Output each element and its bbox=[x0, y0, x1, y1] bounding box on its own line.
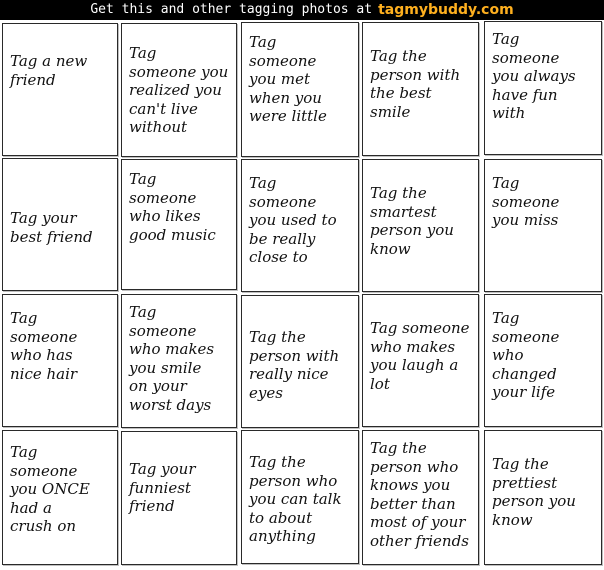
tag-card bbox=[362, 159, 479, 292]
tag-card-text: Tag your best friend bbox=[10, 209, 93, 246]
tag-card-text: Tag someone who changed your life bbox=[492, 309, 560, 401]
tag-card-text: Tag someone who likes good music bbox=[129, 170, 216, 244]
tag-card-text: Tag a new friend bbox=[10, 52, 88, 89]
tag-card-text: Tag someone you used to be really close to bbox=[249, 174, 337, 266]
tag-card-text: Tag someone you always have fun with bbox=[492, 30, 576, 122]
tag-card-text: Tag the smartest person you know bbox=[370, 184, 454, 258]
tag-card bbox=[121, 431, 237, 565]
tag-card bbox=[362, 430, 479, 565]
tag-card-text: Tag the person who knows you better than most of your other friends bbox=[370, 439, 469, 550]
top-banner bbox=[0, 0, 604, 20]
tag-card bbox=[2, 430, 118, 565]
tag-card-text: Tag someone who has nice hair bbox=[10, 309, 78, 383]
tag-card bbox=[362, 22, 479, 156]
tag-card-text: Tag the prettiest person you know bbox=[492, 455, 576, 529]
tag-card-grid bbox=[0, 20, 604, 570]
tag-card bbox=[484, 294, 602, 427]
tag-card-text: Tag the person with the best smile bbox=[370, 47, 461, 121]
tag-card bbox=[241, 159, 359, 292]
tag-card-text: Tag someone who makes you laugh a lot bbox=[370, 319, 470, 393]
tag-card bbox=[241, 430, 359, 564]
tag-card bbox=[121, 159, 237, 290]
tag-card-text: Tag someone you miss bbox=[492, 174, 560, 229]
tag-card-text: Tag someone you met when you were little bbox=[249, 33, 327, 125]
tag-card-text: Tag your funniest friend bbox=[129, 460, 196, 515]
tag-card bbox=[2, 23, 118, 156]
tag-card bbox=[2, 158, 118, 291]
tag-card-text: Tag someone who makes you smile on your worst days bbox=[129, 303, 215, 414]
tag-card bbox=[121, 23, 237, 157]
banner-text: Get this and other tagging photos at bbox=[90, 2, 373, 17]
tag-card-text: Tag the person who you can talk to about anything bbox=[249, 453, 342, 545]
tag-card-text: Tag someone you ONCE had a crush on bbox=[10, 443, 90, 535]
tag-card bbox=[241, 295, 359, 428]
tag-card bbox=[484, 21, 602, 155]
tag-card-text: Tag the person with really nice eyes bbox=[249, 328, 340, 402]
site-name: tagmybuddy.com bbox=[378, 2, 514, 18]
tag-card bbox=[2, 294, 118, 427]
tag-card bbox=[484, 430, 602, 565]
tag-card bbox=[362, 294, 479, 427]
tag-card bbox=[484, 159, 602, 292]
tag-card bbox=[121, 294, 237, 428]
tag-card bbox=[241, 22, 359, 157]
tag-card-text: Tag someone you realized you can't live without bbox=[129, 44, 229, 136]
